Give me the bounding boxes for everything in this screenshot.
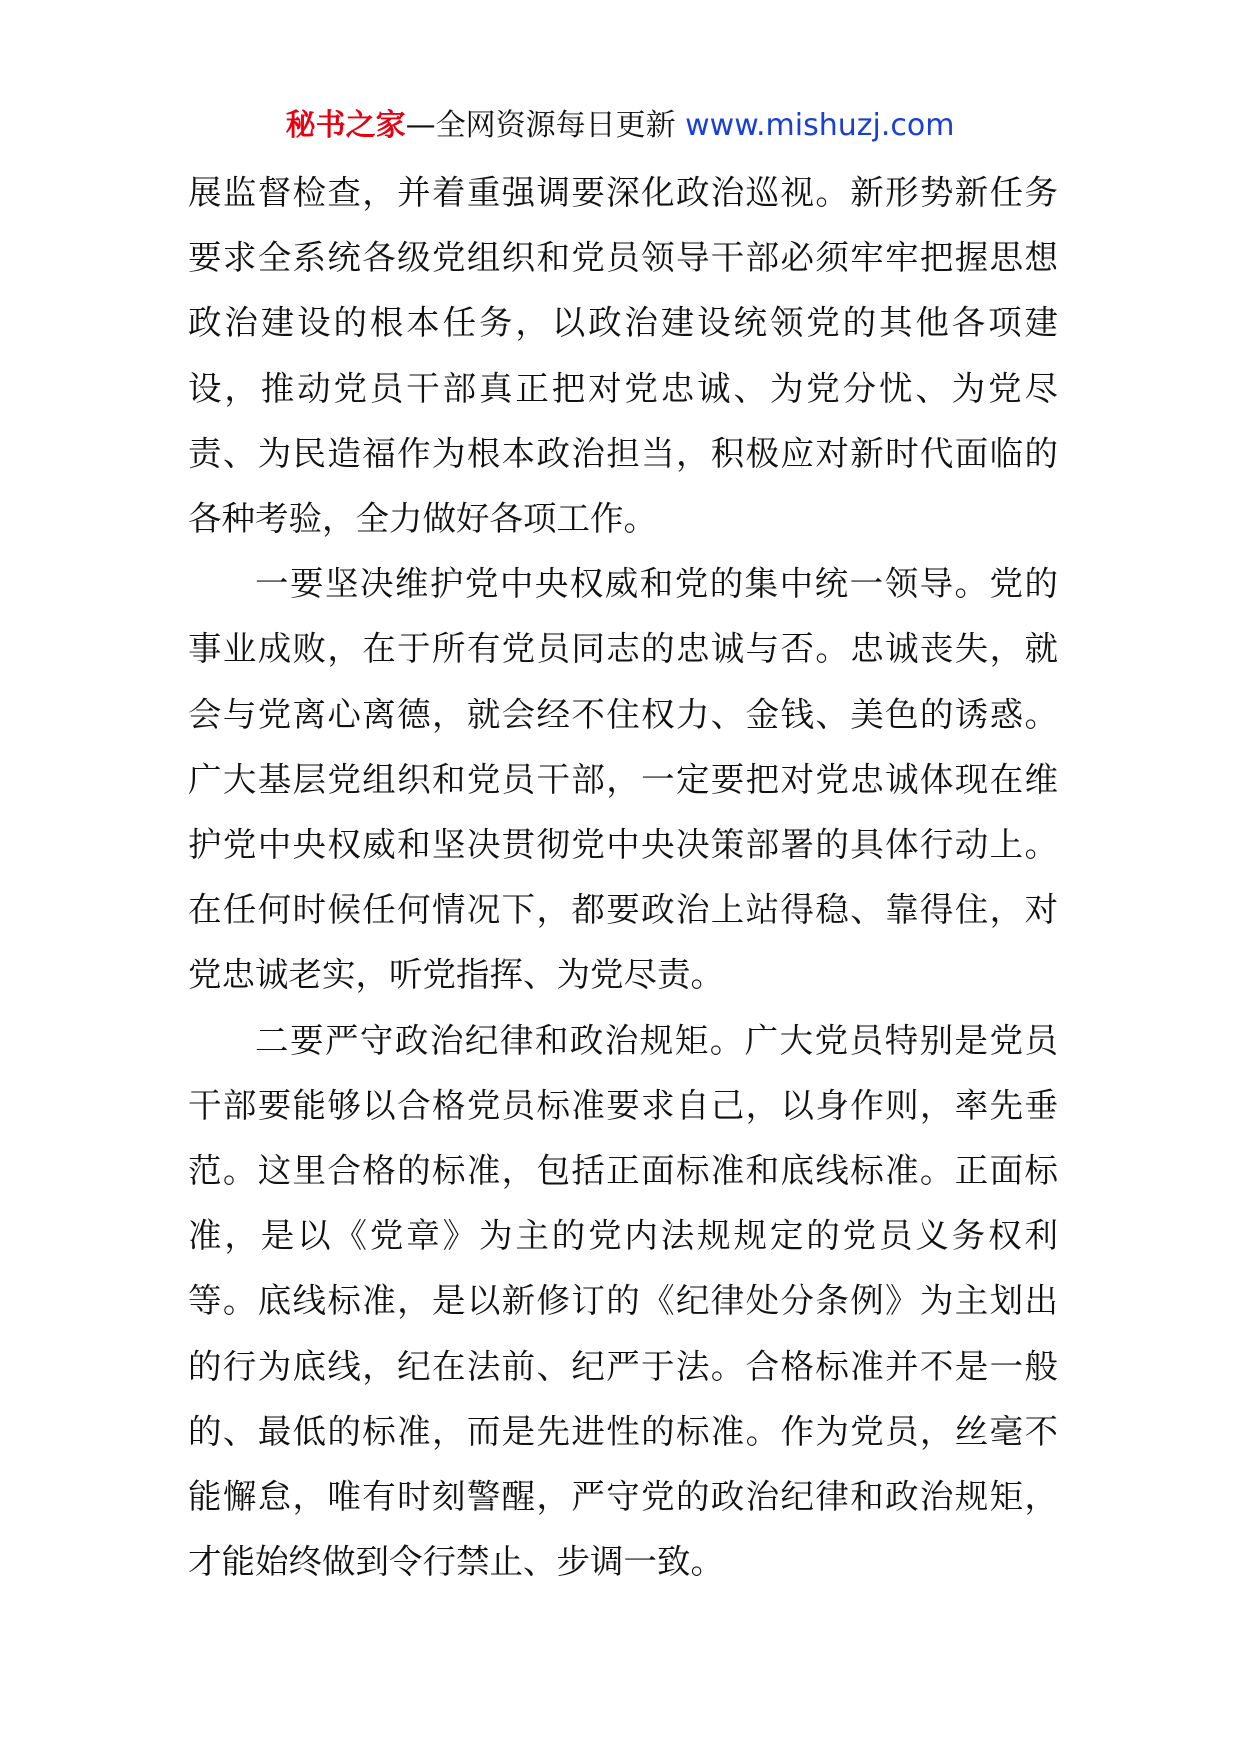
paragraph-continued: 展监督检查，并着重强调要深化政治巡视。新形势新任务要求全系统各级党组织和党员领导干部必须牢牢把握思想政治建设的根本任务，以政治建设统领党的其他各项建设，推动党员干部真正把对党忠诚、为党分忧、为党尽责、为民造福作为根本政治担当，积极应对新时代面临的各种考验，全力做好各项工作。 [188, 173, 1058, 539]
site-header [0, 104, 1240, 148]
header-tagline: —全网资源每日更新 [405, 108, 686, 143]
document-body [188, 160, 1058, 1594]
brand-name: 秘书之家 [285, 108, 406, 143]
paragraph-second-requirement: 二要严守政治纪律和政治规矩。广大党员特别是党员干部要能够以合格党员标准要求自己，以身作则，率先垂范。这里合格的标准，包括正面标准和底线标准。正面标准，是以《党章》为主的党内法规规定的党员义务权利等。底线标准，是以新修订的《纪律处分条例》为主划出的行为底线，纪在法前、纪严于法。合格标准并不是一般的、最低的标准，而是先进性的标准。作为党员，丝毫不能懈怠，唯有时刻警醒，严守党的政治纪律和政治规矩，才能始终做到令行禁止、步调一致。 [188, 1020, 1058, 1582]
paragraph-first-requirement: 一要坚决维护党中央权威和党的集中统一领导。党的事业成败，在于所有党员同志的忠诚与否。忠诚丧失，就会与党离心离德，就会经不住权力、金钱、美色的诱惑。广大基层党组织和党员干部，一定要把对党忠诚体现在维护党中央权威和坚决贯彻党中央决策部署的具体行动上。在任何时候任何情况下，都要政治上站得稳、靠得住，对党忠诚老实，听党指挥、为党尽责。 [188, 564, 1058, 995]
site-url-link[interactable]: www.mishuzj.com [685, 108, 955, 143]
